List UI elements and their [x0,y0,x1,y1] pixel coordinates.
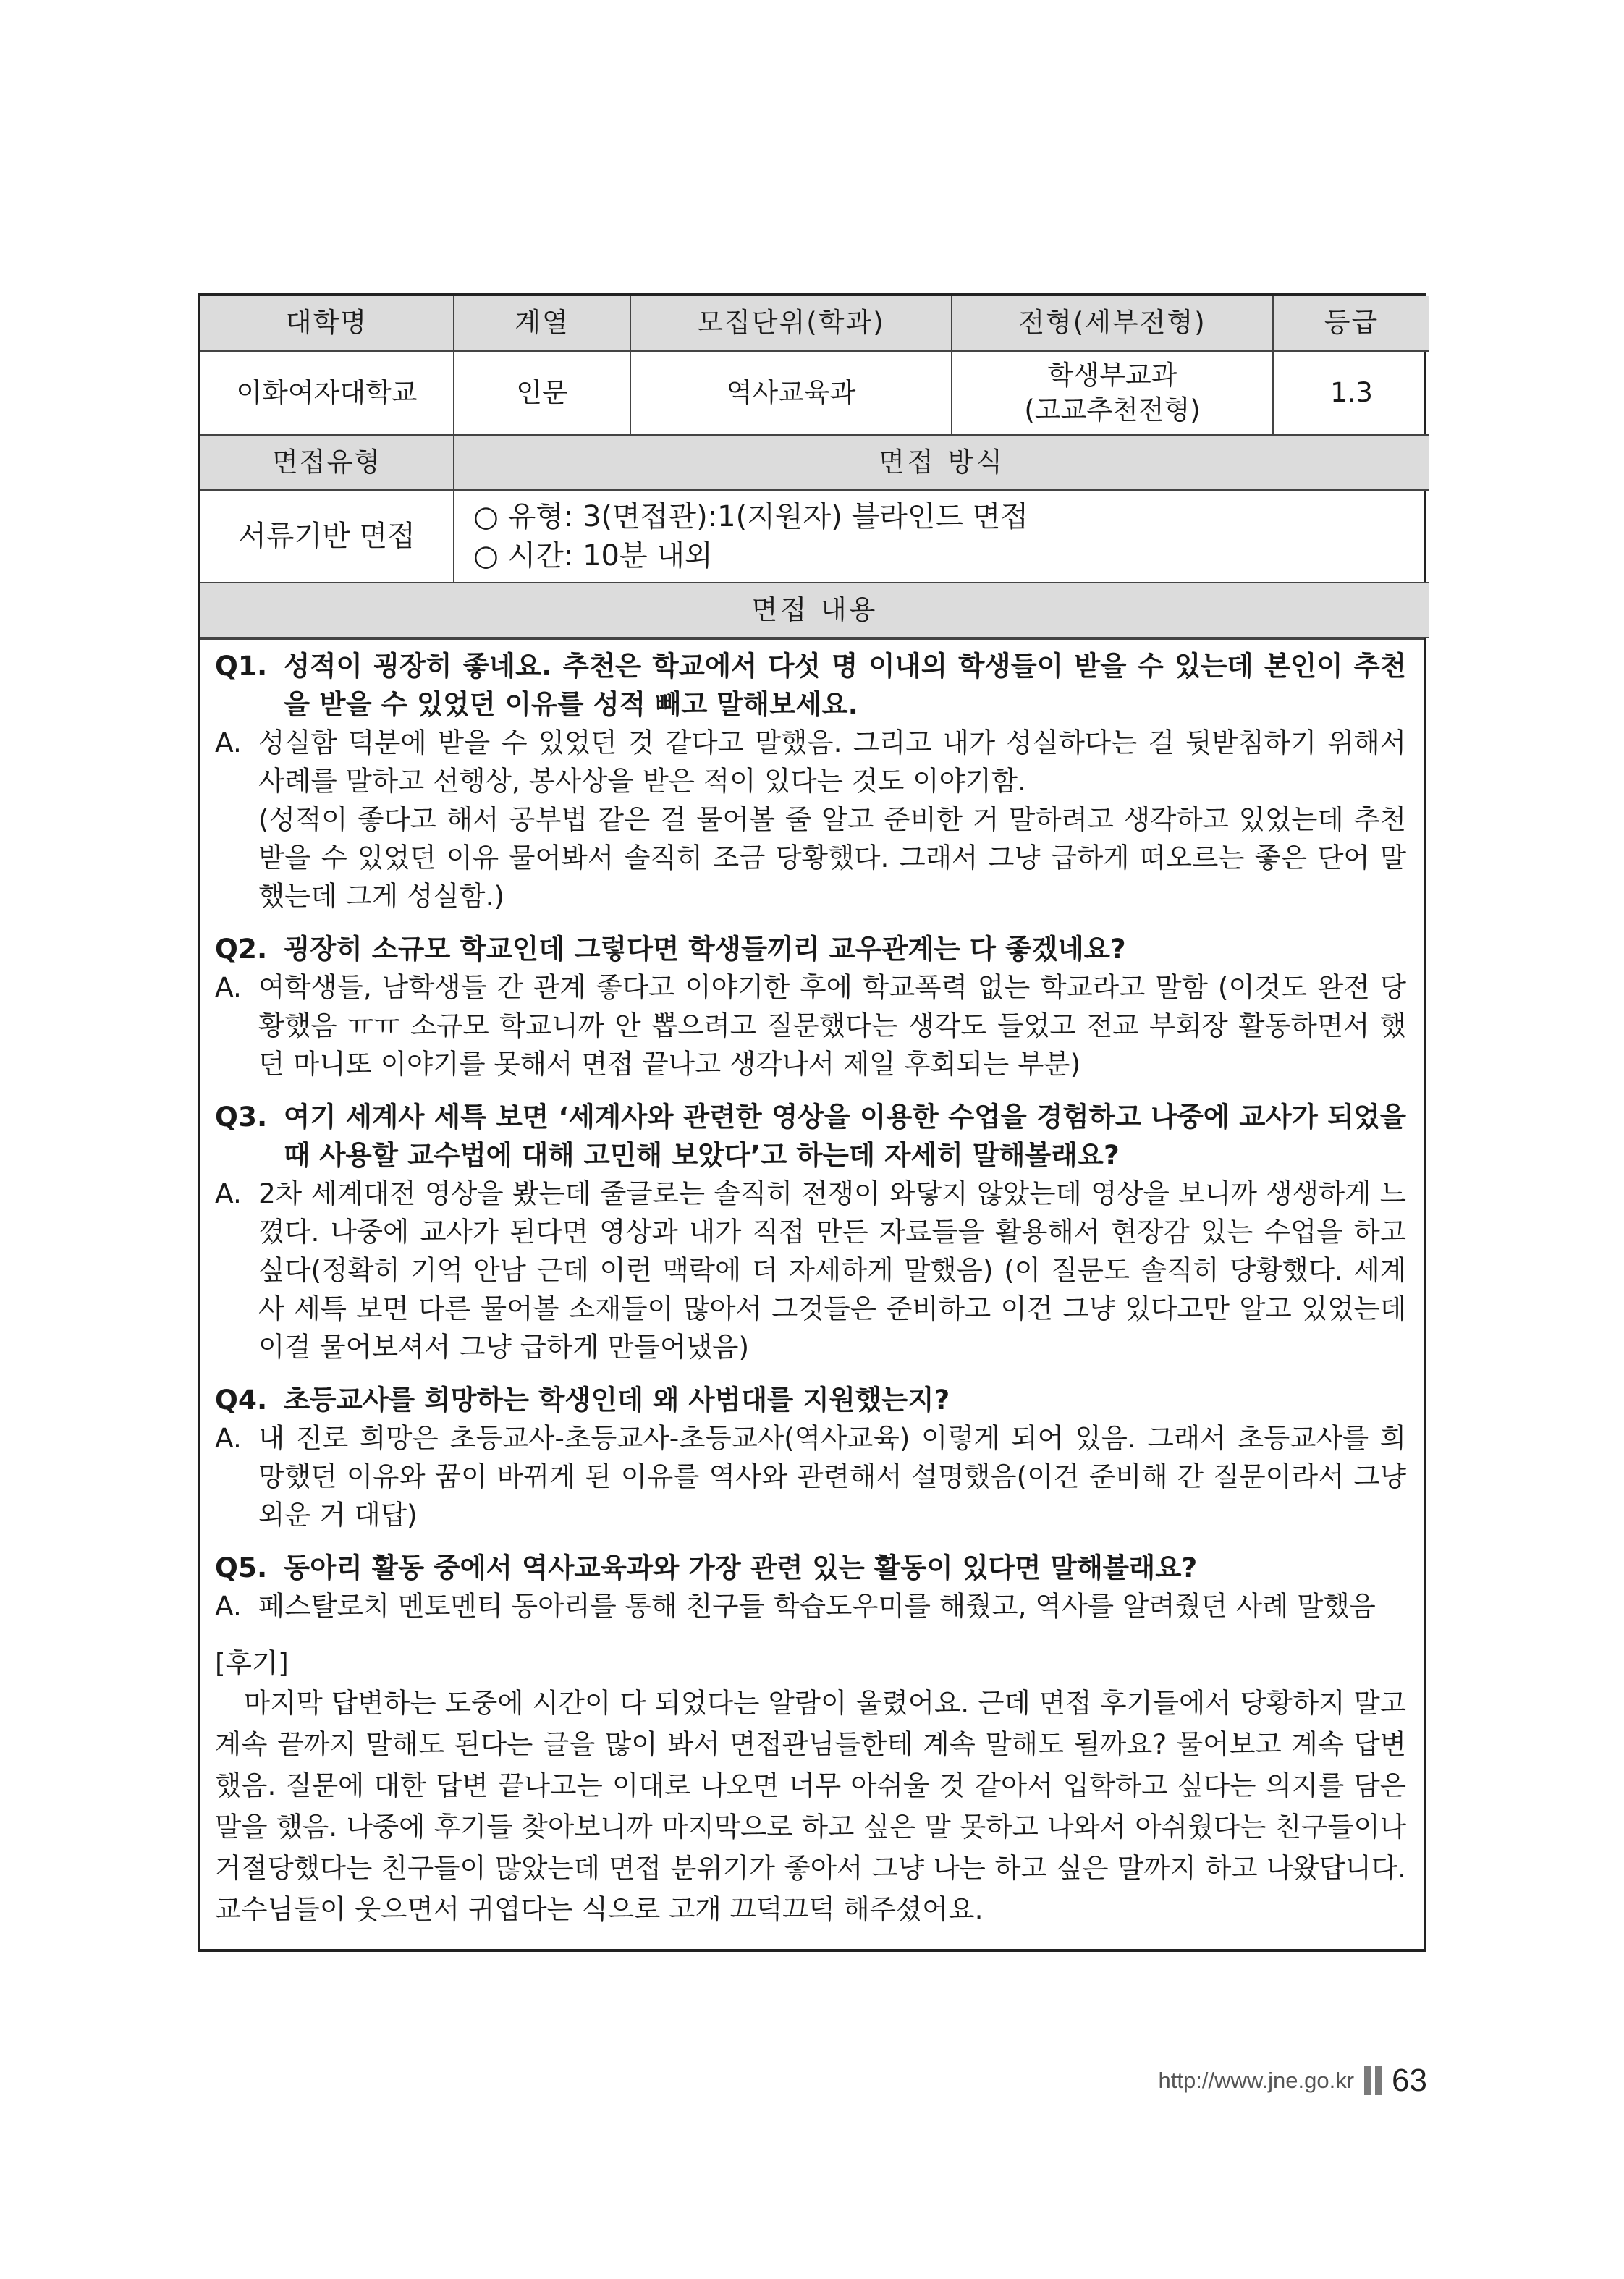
header-department: 모집단위(학과) [630,296,952,351]
header-admission: 전형(세부전형) [952,296,1273,351]
interview-type-row [200,490,1429,583]
answer-label: A. [215,971,250,1003]
question-label: Q1. [215,650,277,682]
header-field: 계열 [454,296,630,351]
review-body: 마지막 답변하는 도중에 시간이 다 되었다는 알람이 울렸어요. 근데 면접 후기들에서 당황하지 말고 계속 끝까지 말해도 된다는 글을 많이 봐서 면접관님들한테 계속 말해도 될까요? 물어보고 계속 답변했음. 질문에 대한 답변 끝나고는 이대로 나오면 너무 아쉬울 것 같아서 입학하고 싶다는 의지를 담은 말을 했음. 나중에 후기들 찾아보니까 마지막으로 하고 싶은 말 못하고 나와서 아쉬웠다는 친구들이나 거절당했다는 친구들이 많았는데 면접 분위기가 좋아서 그냥 나는 하고 싶은 말까지 하고 나왔답니다. 교수님들이 웃으면서 귀엽다는 식으로 고개 끄덕끄덕 해주셨어요. [215,1687,1406,1925]
question-text: 초등교사를 희망하는 학생인데 왜 사범대를 지원했는지? [284,1384,950,1416]
review-title: [후기] [215,1647,289,1679]
interview-type-value: 서류기반 면접 [200,490,454,583]
footer-url: http://www.jne.go.kr [1158,2068,1355,2093]
answer [215,1175,1406,1366]
answer-label: A. [215,727,250,758]
question-label: Q2. [215,933,277,965]
answer-text: 2차 세계대전 영상을 봤는데 줄글로는 솔직히 전쟁이 와닿지 않았는데 영상을 보니까 생생하게 느꼈다. 나중에 교사가 된다면 영상과 내가 직접 만든 자료들을 활용해서 현장감 있는 수업을 하고 싶다(정확히 기억 안남 근데 이런 맥락에 더 자세하게 말했음) (이 질문도 솔직히 당황했다. 세계사 세특 보면 다른 물어볼 소재들이 많아서 그것들은 준비하고 이건 그냥 있다고만 알고 있었는데 이걸 물어보셔서 그냥 급하게 만들어냈음) [258,1177,1406,1363]
footer-divider-icon [1364,2066,1382,2095]
interview-header-row [200,435,1429,490]
method-line-time: ○ 시간: 10분 내외 [473,539,713,572]
page-footer [1159,2063,1427,2099]
question-label: Q3. [215,1101,277,1133]
question-text: 여기 세계사 세특 보면 ‘세계사와 관련한 영상을 이용한 수업을 경험하고 나중에 교사가 되었을 때 사용할 교수법에 대해 고민해 보았다’고 하는데 자세히 말해볼래요? [284,1101,1406,1171]
admission-line-1: 학생부교과 [1047,359,1177,391]
department-value: 역사교육과 [630,351,952,435]
university-value: 이화여자대학교 [200,351,454,435]
answer-label: A. [215,1422,250,1454]
grade-value: 1.3 [1273,351,1429,435]
question [215,1098,1406,1175]
header-university: 대학명 [200,296,454,351]
question [215,647,1406,724]
qa-item-3 [215,1098,1406,1366]
admission-value [952,351,1273,435]
question-label: Q4. [215,1384,277,1416]
field-value: 인문 [454,351,630,435]
answer [215,1587,1406,1625]
content-header: 면접 내용 [200,583,1429,638]
answer-label: A. [215,1177,250,1209]
answer-note: (성적이 좋다고 해서 공부법 같은 걸 물어볼 줄 알고 준비한 거 말하려고 생각하고 있었는데 추천받을 수 있었던 이유 물어봐서 솔직히 조금 당황했다. 그래서 그냥 급하게 떠오르는 좋은 단어 말했는데 그게 성실함.) [258,803,1406,912]
interview-record-sheet [198,293,1426,1952]
question-text: 성적이 굉장히 좋네요. 추천은 학교에서 다섯 명 이내의 학생들이 받을 수 있는데 본인이 추천을 받을 수 있었던 이유를 성적 빼고 말해보세요. [284,650,1406,720]
answer-text: 여학생들, 남학생들 간 관계 좋다고 이야기한 후에 학교폭력 없는 학교라고 말함 (이것도 완전 당황했음 ㅠㅠ 소규모 학교니까 안 뽑으려고 질문했다는 생각도 들었고 전교 부회장 활동하면서 했던 마니또 이야기를 못해서 면접 끝나고 생각나서 제일 후회되는 부분) [258,971,1406,1080]
content-header-row [200,583,1429,638]
qa-item-1 [215,647,1406,916]
question [215,1381,1406,1419]
header-grade: 등급 [1273,296,1429,351]
interview-content [200,638,1424,1949]
qa-item-5 [215,1549,1406,1625]
interview-method-value [454,490,1429,583]
method-line-format: ○ 유형: 3(면접관):1(지원자) 블라인드 면접 [473,500,1028,533]
answer [215,968,1406,1083]
question [215,930,1406,968]
qa-item-4 [215,1381,1406,1534]
admission-line-2: (고교추천전형) [1024,394,1201,426]
answer [215,1419,1406,1534]
table-header-row [200,296,1429,351]
interview-method-header: 면접 방식 [454,435,1429,490]
question [215,1549,1406,1587]
answer [215,724,1406,800]
answer-text: 내 진로 희망은 초등교사-초등교사-초등교사(역사교육) 이렇게 되어 있음. 그래서 초등교사를 희망했던 이유와 꿈이 바뀌게 된 이유를 역사와 관련해서 설명했음(이건 준비해 간 질문이라서 그냥 외운 거 대답) [258,1422,1406,1531]
table-value-row [200,351,1429,435]
qa-item-2 [215,930,1406,1083]
answer-text: 성실함 덕분에 받을 수 있었던 것 같다고 말했음. 그리고 내가 성실하다는 걸 뒷받침하기 위해서 사례를 말하고 선행상, 봉사상을 받은 적이 있다는 것도 이야기함. [258,727,1406,797]
interview-info-table [200,296,1429,638]
question-label: Q5. [215,1552,277,1584]
interview-type-header: 면접유형 [200,435,454,490]
question-text: 동아리 활동 중에서 역사교육과와 가장 관련 있는 활동이 있다면 말해볼래요? [284,1552,1198,1584]
page-number: 63 [1392,2063,1427,2098]
answer-label: A. [215,1590,250,1622]
answer-text: 페스탈로치 멘토멘티 동아리를 통해 친구들 학습도우미를 해줬고, 역사를 알려줬던 사례 말했음 [258,1590,1376,1622]
question-text: 굉장히 소규모 학교인데 그렇다면 학생들끼리 교우관계는 다 좋겠네요? [284,933,1126,965]
